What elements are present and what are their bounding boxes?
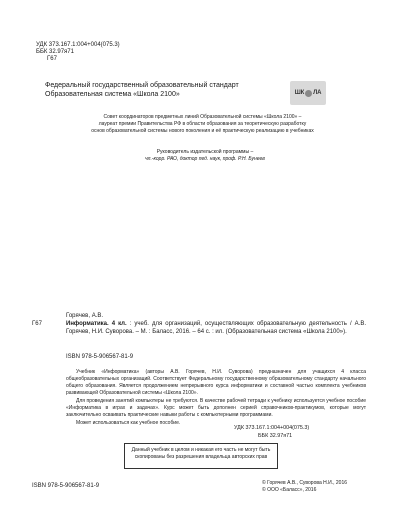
supervisor-note: [100, 149, 310, 163]
education-system-title: Образовательная система «Школа 2100»: [45, 91, 180, 98]
copyright-authors: © Горячев А.В., Суворова Н.И., 2016: [262, 480, 348, 486]
supervisor-line: Руководитель издательской программы –: [156, 149, 254, 155]
annotation-paragraph: Учебник «Информатика» (авторы А.В. Горячев, Н.И. Суворова) предназначен для учащихся 4 класса общеобразовательных организаций. Соответствует Федеральному государственному образовательному стандарту начального общего образования. Является продолжением непрерывного курса информатики и составной частью комплекта учебников развивающей Образовательной системы «Школа 2100».: [66, 369, 366, 396]
bibliographic-description: [66, 320, 366, 337]
udk-code: УДК 373.167.1:004+004(075.3): [36, 42, 120, 48]
logo-text-right: ЛА: [313, 90, 322, 96]
author-mark-top: Г67: [47, 56, 57, 62]
author-mark-side: Г67: [32, 321, 42, 327]
bbk-code-bottom: ББК 32.97я71: [258, 433, 293, 439]
annotation-paragraph: Может использоваться как учебное пособие.: [76, 420, 181, 426]
isbn-middle: ISBN 978-5-906567-81-9: [66, 354, 134, 360]
council-note: [40, 114, 365, 135]
bbk-code: ББК 32.97я71: [36, 49, 74, 55]
globe-icon: [305, 90, 312, 97]
udk-code-bottom: УДК 373.167.1:004+004(075.3): [234, 425, 310, 431]
isbn-bottom: ISBN 978-5-906567-81-9: [32, 483, 100, 489]
copyright-notice-box: [124, 443, 278, 469]
bibliographic-details: : учеб. для организаций, осуществляющих образовательную деятельность / А.В. Горячев, Н.И. Суворова. – М. : Баласс, 2016. – 64 с. : ил. (Образовательная система «Школа 2100»).: [66, 321, 366, 336]
copyright-notice: Данный учебник в целом и никакая его часть не могут быть скопированы без разрешения владельца авторских прав: [131, 447, 271, 460]
copyright-publisher: © ООО «Баласс», 2016: [262, 487, 317, 493]
council-line: Совет координаторов предметных линий Образовательной системы «Школа 2100» –: [103, 114, 302, 120]
supervisor-line: чл.-корр. РАО, доктор пед. наук, проф. Р.Н. Бунеев: [145, 156, 265, 162]
council-line: лауреат премии Правительства РФ в области образования за теоретическую разработку: [98, 121, 307, 127]
logo-text-left: ШК: [294, 90, 305, 96]
author-heading: Горячев, А.В.: [66, 313, 104, 319]
standard-title: Федеральный государственный образовательный стандарт: [45, 82, 239, 89]
school-2100-logo: [290, 81, 326, 105]
book-title: Информатика. 4 кл.: [66, 321, 127, 327]
council-line: основ образовательной системы нового поколения и её практическую реализацию в учебниках: [91, 128, 314, 134]
annotation-paragraph: Для проведения занятий компьютеры не требуются. В качестве рабочей тетради к учебнику используется учебное пособие «Информатика в играх и задачах». Курс может быть дополнен серией справочников-практикумов, которые могут заключительно осваивать практические навыки работы с компьютерными программами.: [66, 398, 366, 418]
